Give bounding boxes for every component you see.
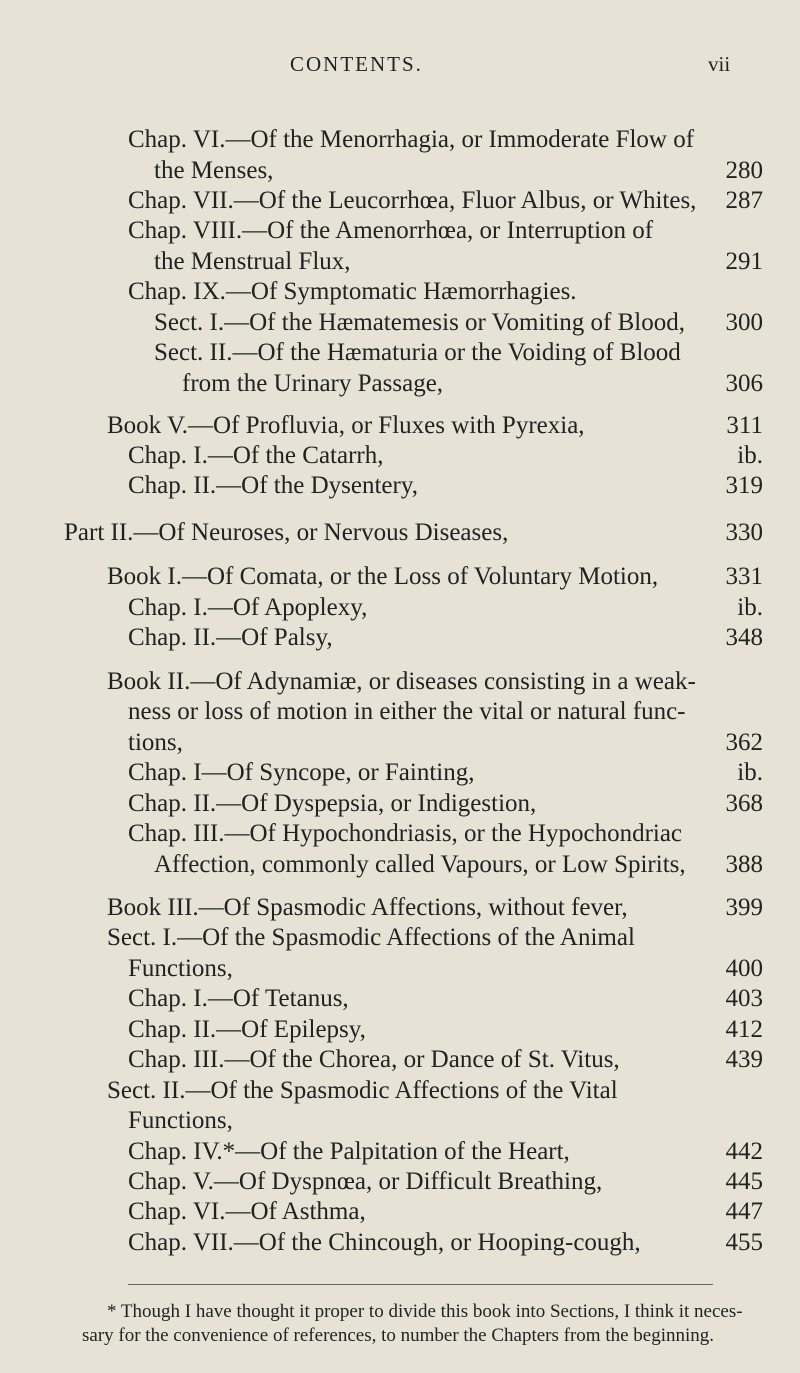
toc-entry [0,470,800,502]
toc-entry-text: Chap. VI.—Of the Menorrhagia, or Immoderate Flow of [128,126,695,153]
toc-entry [0,666,800,698]
toc-entry-text: Chap. I.—Of the Catarrh, [128,442,384,469]
toc-entry-text: Chap. II.—Of the Dysentery, [128,472,418,499]
toc-entry [0,155,800,187]
toc-entry [0,696,800,728]
toc-entry-text: Chap. I.—Of Tetanus, [128,985,349,1012]
toc-entry-text: Chap. V.—Of Dyspnœa, or Difficult Breathing, [128,1168,603,1195]
toc-entry [0,1136,800,1168]
toc-entry-page: 442 [725,1138,763,1165]
footnote-line: * Though I have thought it proper to divide this book into Sections, I think it neces- [107,1301,743,1322]
toc-entry [0,849,800,881]
toc-entry-page: 445 [725,1168,763,1195]
toc-entry-text: Chap. II.—Of Epilepsy, [128,1016,366,1043]
toc-entry-page: 403 [725,985,763,1012]
toc-entry [0,1196,800,1228]
toc-entry-text: Chap. I.—Of Apoplexy, [128,594,368,621]
toc-entry-text: Chap. III.—Of the Chorea, or Dance of St. Vitus, [128,1046,620,1073]
toc-entry [0,727,800,759]
toc-entry-text: Sect. II.—Of the Spasmodic Affections of the Vital [107,1077,618,1104]
toc-entry-text: Chap. VII.—Of the Leucorrhœa, Fluor Albus, or Whites, [128,187,697,214]
toc-entry [0,1227,800,1259]
toc-entry-page: 412 [725,1016,763,1043]
toc-entry [0,922,800,954]
toc-entry-text: Chap. IV.*—Of the Palpitation of the Heart, [128,1138,570,1165]
footnote-rule [128,1284,713,1285]
toc-part-heading [0,517,800,549]
toc-entry-page: 388 [725,851,763,878]
toc-entry-page: 280 [725,157,763,184]
toc-entry [0,592,800,624]
toc-entry [0,410,800,442]
toc-entry [0,440,800,472]
toc-entry [0,622,800,654]
toc-entry-text: Chap. III.—Of Hypochondriasis, or the Hypochondriac [128,820,683,847]
toc-entry-text: Chap. VIII.—Of the Amenorrhœa, or Interruption of [128,217,654,244]
toc-entry-page: 331 [725,563,763,590]
toc-entry [0,337,800,369]
toc-entry-text: Sect. I.—Of the Spasmodic Affections of the Animal [107,924,635,951]
toc-entry-text: Functions, [128,955,233,982]
toc-entry-page: 400 [725,955,763,982]
toc-entry-text: Chap. II.—Of Dyspepsia, or Indigestion, [128,790,537,817]
toc-entry-text: tions, [128,729,183,756]
toc-entry-page: 306 [725,370,763,397]
toc-entry-page: 330 [725,519,763,546]
toc-entry-text: Book I.—Of Comata, or the Loss of Voluntary Motion, [107,563,659,590]
toc-entry [0,983,800,1015]
toc-entry [0,368,800,400]
toc-entry [0,185,800,217]
toc-entry-text: the Menses, [154,157,274,184]
toc-entry-text: Sect. II.—Of the Hæmaturia or the Voiding of Blood [154,339,681,366]
toc-entry-page: 291 [725,248,763,275]
toc-entry [0,953,800,985]
toc-entry [0,276,800,308]
toc-entry-text: Chap. II.—Of Palsy, [128,624,333,651]
toc-entry [0,1075,800,1107]
toc-entry-text: the Menstrual Flux, [154,248,351,275]
toc-entry [0,1166,800,1198]
toc-entry-text: Sect. I.—Of the Hæmatemesis or Vomiting of Blood, [154,309,685,336]
toc-entry-text: Book III.—Of Spasmodic Affections, without fever, [107,894,628,921]
toc-entry-page: ib. [737,442,763,469]
toc-entry-page: 319 [725,472,763,499]
page-number: vii [708,52,731,76]
toc-entry-text: Book II.—Of Adynamiæ, or diseases consisting in a weak- [107,668,696,695]
toc-entry [0,561,800,593]
toc-entry-text: from the Urinary Passage, [182,370,444,397]
running-header-title: CONTENTS. [290,52,423,76]
toc-entry [0,788,800,820]
toc-entry [0,892,800,924]
toc-entry-page: ib. [737,759,763,786]
toc-entry-text: ness or loss of motion in either the vital or natural func- [128,698,686,725]
toc-entry-text: Chap. IX.—Of Symptomatic Hæmorrhagies. [128,278,577,305]
toc-entry-text: Functions, [128,1107,233,1134]
toc-entry [0,757,800,789]
toc-entry-page: ib. [737,594,763,621]
toc-entry [0,246,800,278]
toc-entry-page: 399 [725,894,763,921]
toc-entry-text: Chap. VI.—Of Asthma, [128,1198,366,1225]
toc-entry [0,1014,800,1046]
toc-entry [0,124,800,156]
toc-entry-text: Part II.—Of Neuroses, or Nervous Diseases, [64,519,509,546]
toc-entry [0,1044,800,1076]
toc-entry-page: 287 [725,187,763,214]
toc-entry-page: 348 [725,624,763,651]
toc-entry-page: 300 [725,309,763,336]
toc-entry-text: Chap. I—Of Syncope, or Fainting, [128,759,475,786]
toc-entry-page: 455 [725,1229,763,1256]
toc-entry-page: 368 [725,790,763,817]
toc-entry-page: 362 [725,729,763,756]
toc-entry-text: Affection, commonly called Vapours, or Low Spirits, [154,851,686,878]
toc-entry-page: 447 [725,1198,763,1225]
toc-entry-text: Book V.—Of Profluvia, or Fluxes with Pyrexia, [107,412,585,439]
toc-entry [0,818,800,850]
toc-entry-page: 439 [725,1046,763,1073]
toc-entry [0,1105,800,1137]
toc-entry [0,215,800,247]
toc-entry-text: Chap. VII.—Of the Chincough, or Hooping-cough, [128,1229,641,1256]
toc-entry-page: 311 [726,412,763,439]
footnote-line: sary for the convenience of references, to number the Chapters from the beginning. [82,1325,715,1346]
toc-entry [0,307,800,339]
